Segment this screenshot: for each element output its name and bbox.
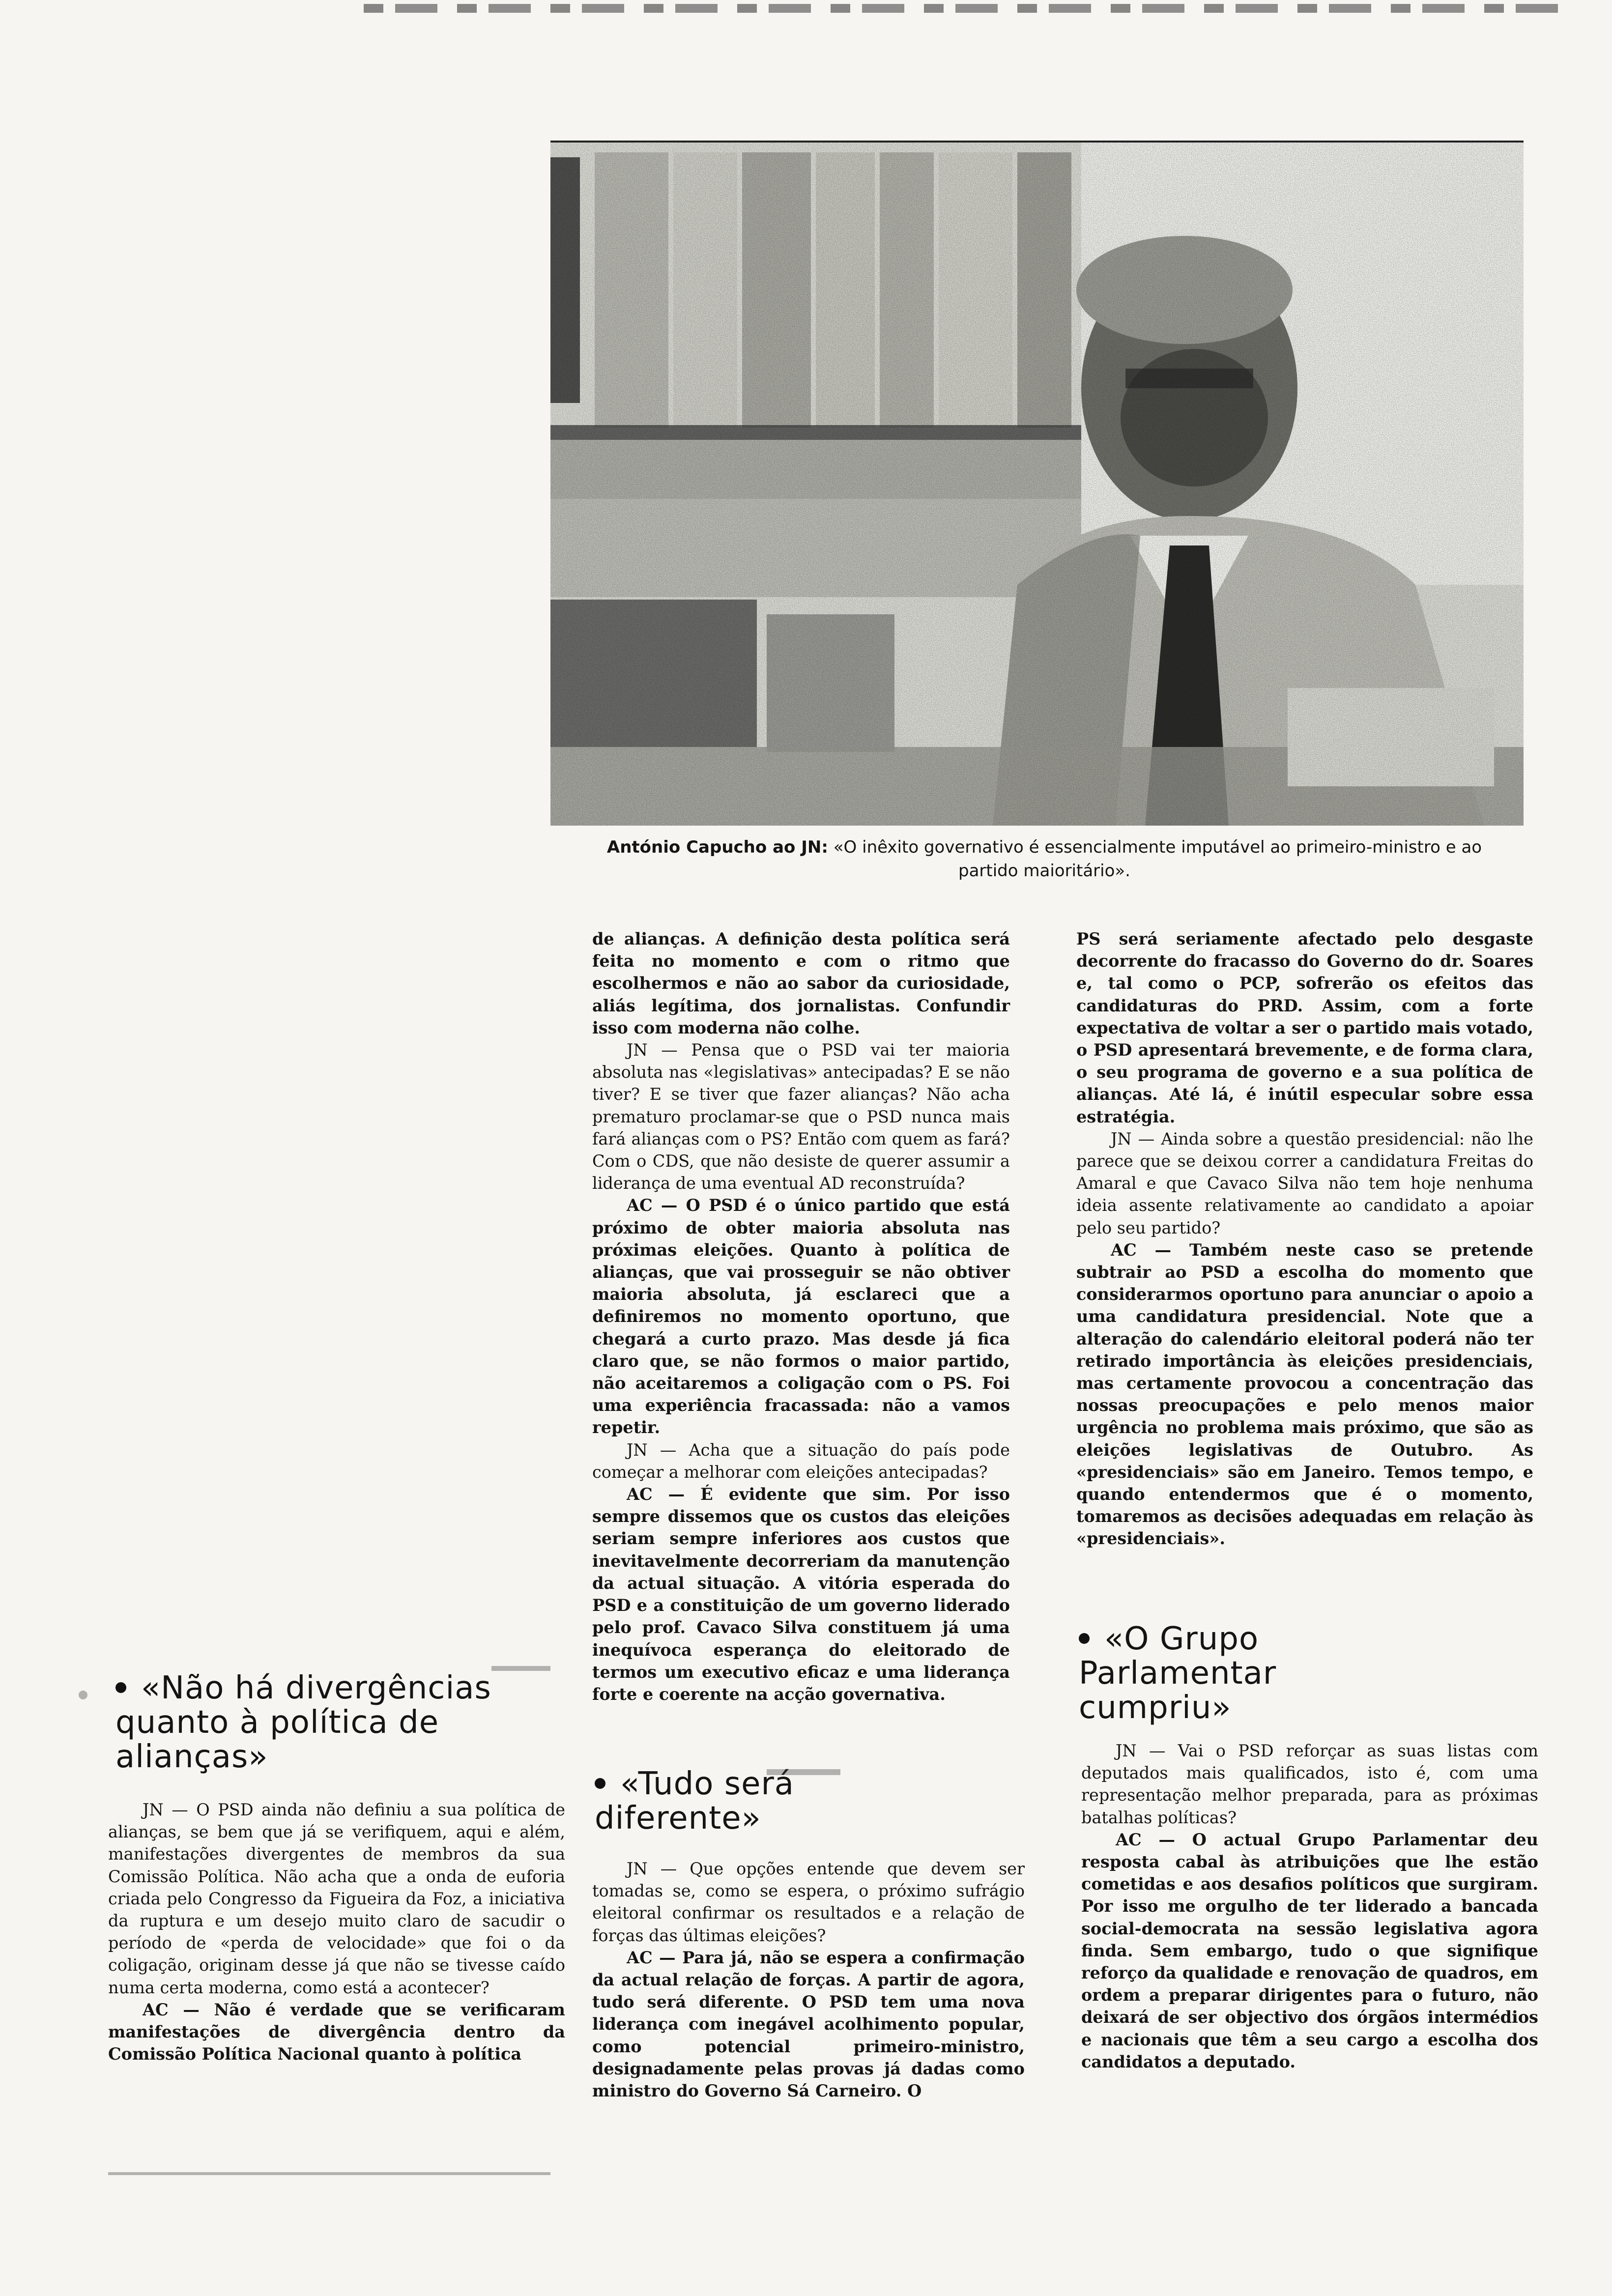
photocopy-speckle: [108, 2172, 550, 2175]
bullet-icon: [115, 1682, 126, 1693]
question-paragraph: JN — Acha que a situação do país pode começar a melhorar com eleições antecipadas?: [592, 1440, 1010, 1482]
section-heading-divergencias: [115, 1671, 548, 1774]
article-column-left-bottom: [108, 1799, 565, 2065]
photocopy-speckle: [767, 1769, 840, 1775]
portrait-photo-graphic: [550, 143, 1524, 826]
photo-caption: [575, 835, 1514, 883]
portrait-photo: [550, 143, 1524, 826]
question-paragraph: JN — Ainda sobre a questão presidencial: não lhe parece que se deixou correr a candidatura Freitas do Amaral e que Cavaco Silva não tem hoje nenhuma ideia assente relativamente ao candidato a apoiar pelo seu partido?: [1076, 1129, 1533, 1237]
answer-paragraph: AC — Para já, não se espera a confirmação da actual relação de forças. A partir de agora, tudo será diferente. O PSD tem uma nova liderança com inegável acolhimento popular, como potencial primeiro-ministro, designadamente pelas provas já dadas como ministro do Governo Sá Carneiro. O: [592, 1948, 1025, 2101]
heading-text: «Não há divergências quanto à política de alianças»: [115, 1670, 491, 1775]
answer-paragraph: PS será seriamente afectado pelo desgaste decorrente do fracasso do Governo do dr. Soares e, tal como o PCP, sofrerão os efeitos das candidaturas do PRD. Assim, com a forte expectativa de voltar a ser o partido mais votado, o PSD apresentará brevemente, e de forma clara, o seu programa de governo e a sua política de alianças. Até lá, é inútil especular sobre essa estratégia.: [1076, 929, 1533, 1126]
article-column-center-top: [592, 928, 1010, 1705]
answer-paragraph: AC — É evidente que sim. Por isso sempre dissemos que os custos das eleições seriam sempre inferiores aos custos que inevitavelmente decorreriam da manutenção da actual situação. A vitória esperada do PSD e a constituição de um governo liderado pelo prof. Cavaco Silva constituem já uma inequívoca esperança do eleitorado de termos um executivo eficaz e uma liderança forte e coerente na acção governativa.: [592, 1485, 1010, 1704]
article-column-right-bottom: [1081, 1740, 1538, 2073]
heading-text: «Tudo será diferente»: [595, 1766, 794, 1837]
answer-paragraph: AC — O actual Grupo Parlamentar deu resposta cabal às atribuições que lhe estão cometidas e aos desafios políticos que surgiram. Por isso me orgulho de ter liderado a bancada social-democrata na sessão legislativa agora finda. Sem embargo, tudo o que signifique reforço da qualidade e renovação de quadros, em ordem a preparar dirigentes para o futuro, não deixará de ser objectivo dos órgãos intermédios e nacionais que têm a seu cargo a escolha dos candidatos a deputado.: [1081, 1830, 1538, 2071]
article-column-center-bottom: [592, 1858, 1025, 2102]
bullet-icon: [595, 1778, 605, 1789]
answer-paragraph: AC — Não é verdade que se verificaram manifestações de divergência dentro da Comissão Política Nacional quanto à política: [108, 2000, 565, 2064]
article-column-right-top: [1076, 928, 1533, 1550]
heading-text: «O Grupo Parlamentar cumpriu»: [1079, 1621, 1277, 1726]
answer-paragraph: de alianças. A definição desta política será feita no momento e com o ritmo que escolhermos e não ao sabor da curiosidade, aliás legítima, dos jornalistas. Confundir isso com moderna não colhe.: [592, 929, 1010, 1037]
photocopy-speckle: [79, 1691, 87, 1699]
answer-paragraph: AC — Também neste caso se pretende subtrair ao PSD a escolha do momento que considerarmos oportuno para anunciar o apoio a uma candidatura presidencial. Note que a alteração do calendário eleitoral poderá não ter retirado importância às eleições presidenciais, mas certamente provocou a concentração das nossas preocupações e pelo menos maior urgência no problema mais próximo, que são as eleições legislativas de Outubro. As «presidenciais» são em Janeiro. Temos tempo, e quando entendermos que é o momento, tomaremos as decisões adequadas em relação às «presidenciais».: [1076, 1240, 1533, 1549]
photocopy-edge-noise: [364, 4, 1578, 13]
question-paragraph: JN — Que opções entende que devem ser tomadas se, como se espera, o próximo sufrágio eleitoral confirmar os resultados e a relação de forças das últimas eleições?: [592, 1859, 1025, 1945]
bullet-icon: [1079, 1633, 1090, 1644]
caption-name: António Capucho ao JN:: [606, 837, 828, 857]
question-paragraph: JN — O PSD ainda não definiu a sua política de alianças, se bem que já se verifiquem, aqui e além, manifestações divergentes de membros da sua Comissão Política. Não acha que a onda de euforia criada pelo Congresso da Figueira da Foz, a iniciativa da ruptura e um desejo muito claro de sacudir o período de «perda de velocidade» que foi o da coligação, originam desse já que não se tivesse caído numa certa moderna, como está a acontecer?: [108, 1800, 565, 1997]
section-heading-grupo-parlamentar: [1079, 1622, 1423, 1725]
question-paragraph: JN — Pensa que o PSD vai ter maioria absoluta nas «legislativas» antecipadas? E se não tiver? E se tiver que fazer alianças? Não acha prematuro proclamar-se que o PSD nunca mais fará alianças com o PS? Então com quem as fará? Com o CDS, que não desiste de querer assumir a liderança de uma eventual AD reconstruída?: [592, 1040, 1010, 1193]
photocopy-speckle: [491, 1666, 550, 1671]
caption-quote: «O inêxito governativo é essencialmente imputável ao primeiro-ministro e ao partido maioritário».: [833, 837, 1482, 881]
section-heading-tudo-sera-diferente: [595, 1767, 890, 1836]
answer-paragraph: AC — O PSD é o único partido que está próximo de obter maioria absoluta nas próximas eleições. Quanto à política de alianças, que vai prosseguir se não obtiver maioria absoluta, já esclareci que a definiremos no momento oportuno, que chegará a curto prazo. Mas desde já fica claro que, se não formos o maior partido, não aceitaremos a coligação com o PS. Foi uma experiência fracassada: não a vamos repetir.: [592, 1196, 1010, 1437]
question-paragraph: JN — Vai o PSD reforçar as suas listas com deputados mais qualificados, isto é, com uma representação melhor preparada, para as próximas batalhas políticas?: [1081, 1741, 1538, 1827]
